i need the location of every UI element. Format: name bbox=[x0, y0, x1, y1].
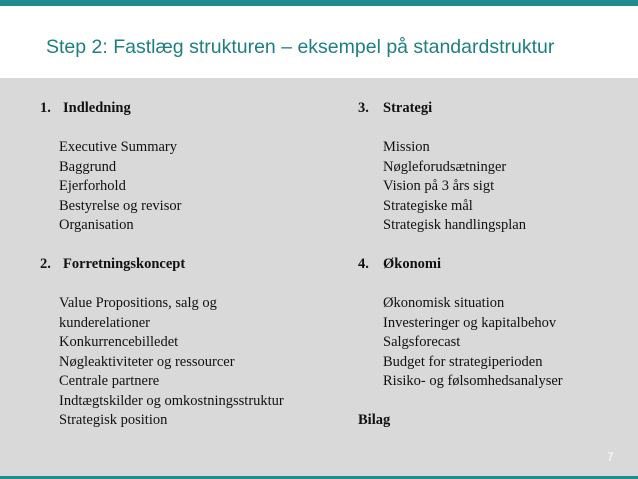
left-column bbox=[40, 99, 340, 431]
section-items-okonomi bbox=[358, 294, 628, 392]
list-item: Nøgleforudsætninger bbox=[383, 158, 507, 175]
list-item: Investeringer og kapitalbehov bbox=[383, 314, 557, 331]
list-item: Strategisk handlingsplan bbox=[383, 217, 526, 233]
slide-number: 7 bbox=[607, 450, 614, 464]
list-item: Baggrund bbox=[59, 158, 117, 175]
section-number: 1. bbox=[40, 100, 51, 116]
list-item: Økonomisk situation bbox=[383, 295, 505, 311]
list-item: Konkurrencebilledet bbox=[59, 334, 179, 350]
section-title: Strategi bbox=[383, 100, 433, 116]
slide-title: Step 2: Fastlæg strukturen – eksempel på standardstruktur bbox=[46, 36, 555, 58]
list-item: Vision på 3 års sigt bbox=[383, 178, 495, 194]
section-items-indledning bbox=[40, 138, 340, 236]
section-title: Forretningskoncept bbox=[63, 256, 186, 272]
list-item: Salgsforecast bbox=[383, 334, 461, 350]
right-column bbox=[358, 99, 628, 431]
list-item: kunderelationer bbox=[59, 314, 150, 331]
list-item: Bestyrelse og revisor bbox=[59, 197, 182, 214]
list-item: Organisation bbox=[59, 217, 134, 233]
list-item: Centrale partnere bbox=[59, 373, 160, 389]
section-number: 4. bbox=[358, 256, 369, 272]
section-items-strategi bbox=[358, 138, 628, 236]
section-title: Indledning bbox=[63, 100, 131, 116]
list-item: Strategisk position bbox=[59, 412, 168, 428]
list-item: Ejerforhold bbox=[59, 178, 126, 194]
list-item: Strategiske mål bbox=[383, 197, 473, 214]
section-heading-forretningskoncept bbox=[40, 255, 340, 275]
top-accent-bar bbox=[0, 0, 638, 6]
list-item: Executive Summary bbox=[59, 139, 177, 155]
list-item: Nøgleaktiviteter og ressourcer bbox=[59, 353, 235, 370]
list-item: Risiko- og følsomhedsanalyser bbox=[383, 373, 563, 389]
section-title: Økonomi bbox=[383, 256, 442, 272]
list-item: Value Propositions, salg og bbox=[59, 295, 217, 311]
list-item: Mission bbox=[383, 139, 430, 155]
section-heading-okonomi bbox=[358, 255, 628, 275]
section-heading-bilag: Bilag bbox=[358, 412, 391, 428]
section-number: 2. bbox=[40, 256, 51, 272]
list-item: Indtægtskilder og omkostningsstruktur bbox=[59, 392, 284, 409]
list-item: Budget for strategiperioden bbox=[383, 353, 543, 370]
section-heading-strategi bbox=[358, 99, 628, 119]
section-heading-indledning bbox=[40, 99, 340, 119]
section-items-forretningskoncept bbox=[40, 294, 340, 431]
section-number: 3. bbox=[358, 100, 369, 116]
